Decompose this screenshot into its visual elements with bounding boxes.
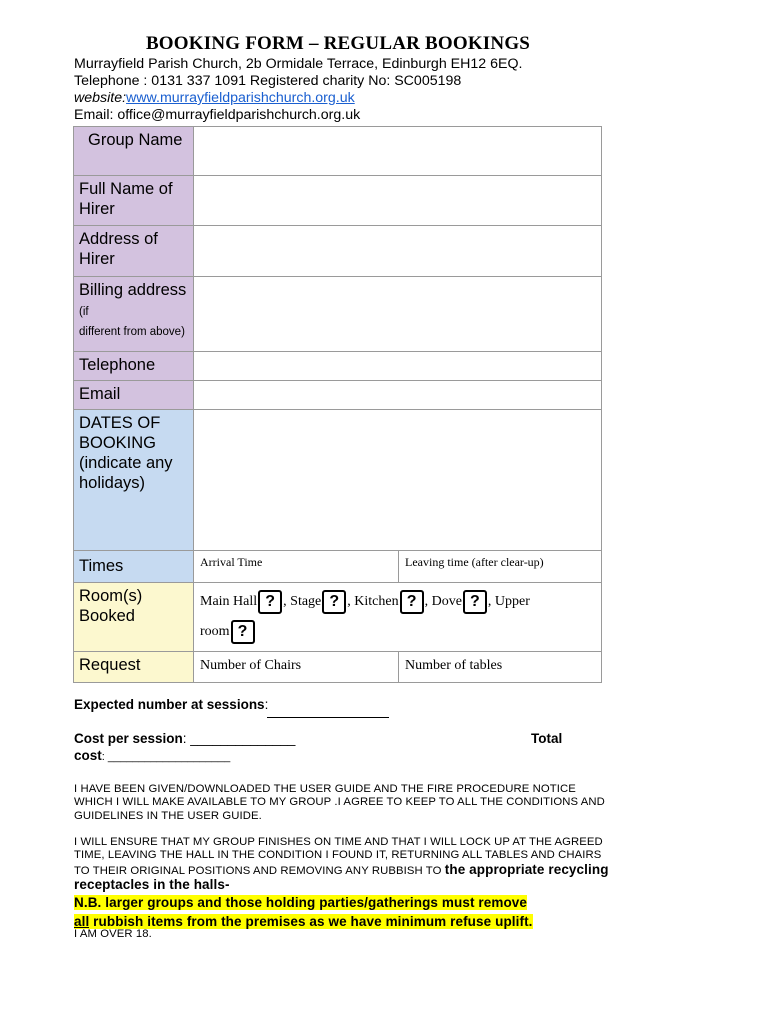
room-stage-label: , Stage	[283, 594, 322, 609]
room-kitchen-label: , Kitchen	[347, 594, 399, 609]
label-email: Email	[74, 381, 194, 410]
cost-label: Cost per session	[74, 731, 183, 746]
billing-note-2: different from above)	[79, 326, 185, 338]
agreement-paragraph: I HAVE BEEN GIVEN/DOWNLOADED THE USER GUIDE AND THE FIRE PROCEDURE NOTICE WHICH I WILL MAKE AVAILABLE TO MY GROUP .I AGREE TO KEEP TO ALL THE CONDITIONS AND GUIDELINES IN THE USER GUIDE.	[74, 783, 605, 822]
kitchen-checkbox[interactable]: ?	[400, 590, 424, 614]
label-rooms: Room(s) Booked	[74, 583, 194, 652]
billing-main-text: Billing address	[79, 281, 187, 299]
total-cost-line[interactable]: : ____________________	[101, 751, 231, 763]
page-title: BOOKING FORM – REGULAR BOOKINGS	[145, 33, 531, 54]
nb-all: all	[74, 914, 90, 929]
label-telephone: Telephone	[74, 352, 194, 381]
lockup-paragraph	[74, 836, 614, 894]
label-address: Address of Hirer	[74, 226, 194, 277]
label-group-name: Group Name	[74, 127, 194, 176]
field-arrival-time[interactable]: Arrival Time	[194, 551, 399, 583]
field-leaving-time[interactable]: Leaving time (after clear-up)	[399, 551, 602, 583]
stage-checkbox[interactable]: ?	[322, 590, 346, 614]
field-tables[interactable]: Number of tables	[399, 652, 602, 683]
room-upper-label: , Upper	[487, 594, 530, 609]
booking-form-table	[73, 126, 602, 683]
nb-notice	[74, 894, 614, 932]
label-request: Request	[74, 652, 194, 683]
recycling-text: the appropriate recycling receptacles in the halls-	[74, 861, 609, 893]
field-dates[interactable]	[194, 410, 602, 551]
field-rooms	[194, 583, 602, 652]
total-cost	[74, 748, 230, 763]
expected-label: Expected number at sessions	[74, 697, 265, 712]
expected-number	[74, 697, 268, 712]
nb-line-1: N.B. larger groups and those holding parties/gatherings must remove	[74, 895, 528, 910]
expected-line[interactable]	[267, 717, 389, 718]
expected-colon: :	[264, 697, 269, 712]
main-hall-checkbox[interactable]: ?	[258, 590, 282, 614]
church-address: Murrayfield Parish Church, 2b Ormidale Terrace, Edinburgh EH12 6EQ.	[74, 56, 523, 72]
field-chairs[interactable]: Number of Chairs	[194, 652, 399, 683]
over-18-statement: I AM OVER 18.	[74, 928, 152, 940]
dove-checkbox[interactable]: ?	[463, 590, 487, 614]
field-telephone[interactable]	[194, 352, 602, 381]
label-times: Times	[74, 551, 194, 583]
label-billing-address	[74, 277, 194, 352]
telephone-line: Telephone : 0131 337 1091 Registered charity No: SC005198	[74, 73, 462, 89]
field-address[interactable]	[194, 226, 602, 277]
label-dates: DATES OF BOOKING (indicate any holidays)	[74, 410, 194, 551]
billing-note-1: (if	[79, 306, 89, 318]
room-main-hall-label: Main Hall	[200, 594, 258, 609]
field-billing-address[interactable]	[194, 277, 602, 352]
website-line	[74, 90, 355, 107]
email-line: Email: office@murrayfieldparishchurch.org.uk	[74, 107, 361, 123]
website-link[interactable]: www.murrayfieldparishchurch.org.uk	[126, 90, 355, 106]
label-full-name: Full Name of Hirer	[74, 176, 194, 226]
total-cost-label: cost	[74, 748, 102, 763]
nb-line-2: rubbish items from the premises as we have minimum refuse uplift.	[93, 914, 533, 929]
field-email[interactable]	[194, 381, 602, 410]
field-full-name[interactable]	[194, 176, 602, 226]
field-group-name[interactable]	[194, 127, 602, 176]
total-label: Total	[531, 731, 563, 746]
lockup-text: I WILL ENSURE THAT MY GROUP FINISHES ON TIME AND THAT I WILL LOCK UP AT THE AGREED TIME, LEAVING THE HALL IN THE CONDITION I FOUND IT, RETURNING ALL TABLES AND CHAIRS TO THEIR ORIGINAL POSITIONS AND REMOVING ANY RUBBISH TO	[74, 836, 603, 877]
upper-room-checkbox[interactable]: ?	[231, 620, 255, 644]
room-dove-label: , Dove	[424, 594, 462, 609]
cost-per-session	[74, 731, 295, 746]
room-room-label: room	[200, 624, 230, 639]
website-label: website:	[74, 90, 127, 106]
cost-line[interactable]: : ______________	[182, 731, 296, 746]
